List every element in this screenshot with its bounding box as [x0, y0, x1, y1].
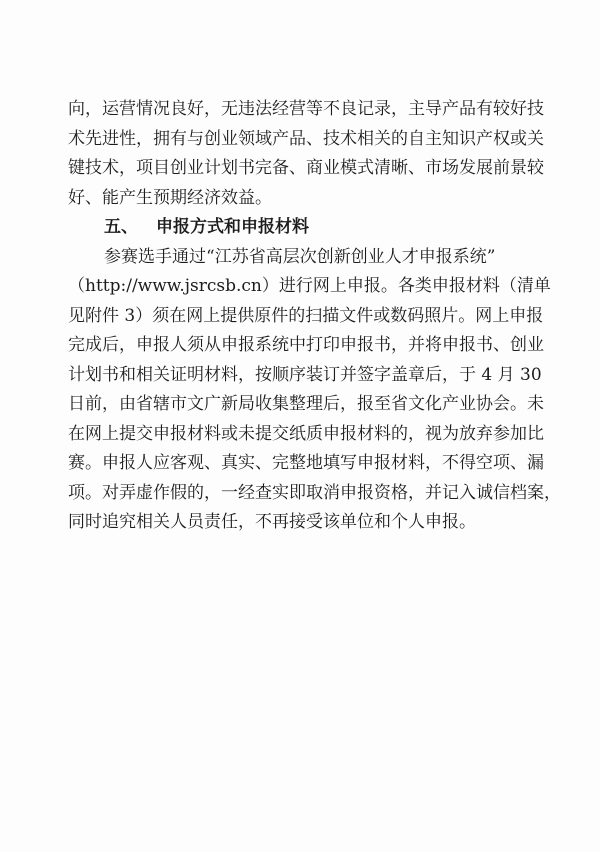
text-line: 见附件 3）须在网上提供原件的扫描文件或数码照片。网上申报 [68, 305, 544, 326]
text-line: （http://www.jsrcsb.cn）进行网上申报。各类申报材料（清单 [68, 276, 551, 296]
text-line: 在网上提交申报材料或未提交纸质申报材料的，视为放弃参加比 [68, 423, 544, 444]
text-line: 参赛选手通过“江苏省高层次创新创业人才申报系统” [104, 246, 496, 267]
document-body [68, 95, 561, 538]
text-line: 键技术，项目创业计划书完备、商业模式清晰、市场发展前景较 [68, 158, 544, 178]
section-heading [102, 213, 522, 243]
section-title: 申报方式和申报材料 [156, 217, 309, 237]
text-line: 项。对弄虚作假的，一经查实即取消申报资格，并记入诚信档案， [68, 482, 561, 503]
text-line: 计划书和相关证明材料，按顺序装订并签字盖章后，于 4 月 30 [68, 364, 542, 385]
text-line: 日前，由省辖市文广新局收集整理后，报至省文化产业协会。未 [68, 394, 544, 414]
text-line: 赛。申报人应客观、真实、完整地填写申报材料，不得空项、漏 [68, 453, 544, 473]
section-number: 五、 [104, 217, 138, 237]
paragraph-application-method [68, 243, 561, 538]
paragraph-eligibility-continued [68, 95, 544, 213]
text-line: 术先进性，拥有与创业领域产品、技术相关的自主知识产权或关 [68, 128, 544, 149]
text-line: 向，运营情况良好，无违法经营等不良记录，主导产品有较好技 [68, 99, 544, 119]
text-line: 好、能产生预期经济效益。 [68, 187, 272, 208]
text-line: 同时追究相关人员责任，不再接受该单位和个人申报。 [68, 512, 476, 532]
text-line: 完成后，申报人须从申报系统中打印申报书，并将申报书、创业 [68, 335, 544, 355]
